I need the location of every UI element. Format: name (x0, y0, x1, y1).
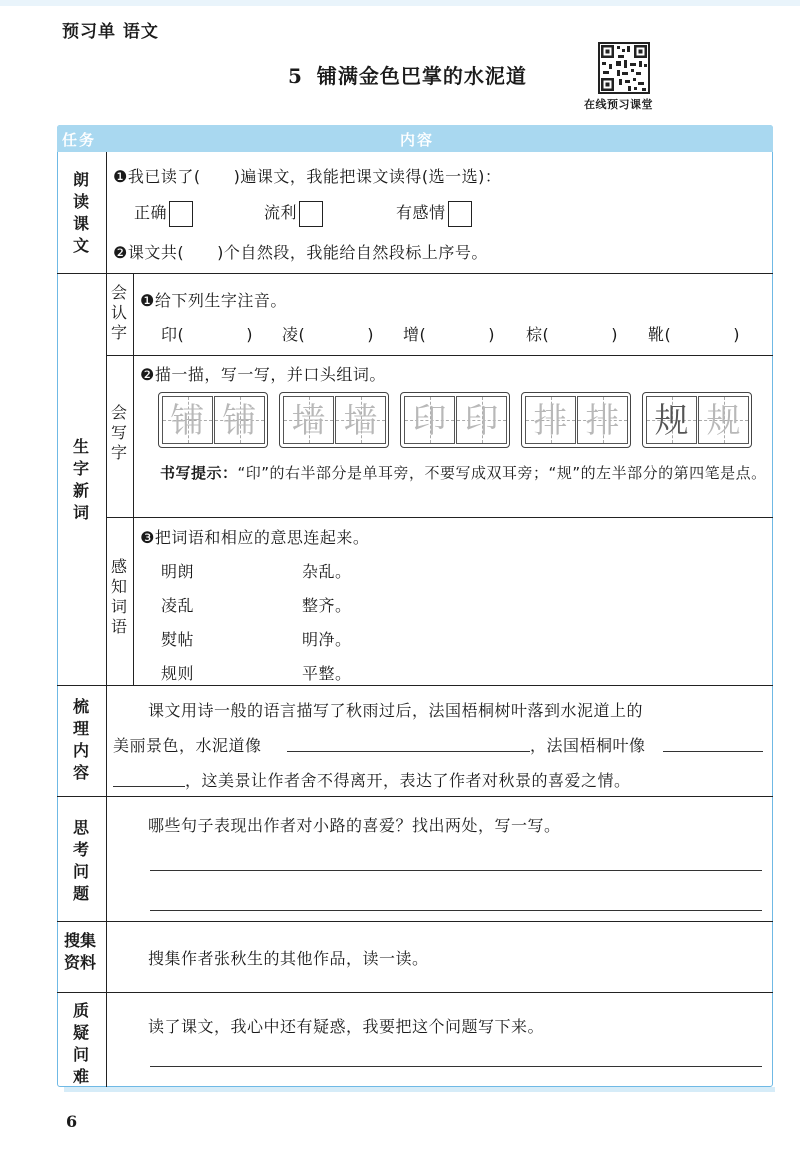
tip-title: 书写提示： (160, 464, 238, 482)
lesson-number: 5 (288, 64, 303, 88)
match-word-left[interactable]: 凌乱 (161, 596, 195, 615)
match-word-left[interactable]: 明朗 (161, 562, 195, 581)
table-shadow (64, 1087, 775, 1092)
write-instruction: ❷描一描，写一写，并口头组词。 (140, 365, 386, 384)
category-collect: 搜集资料 (63, 931, 96, 972)
row-divider (57, 921, 773, 922)
label-match: 感知词语 (110, 557, 127, 636)
fill-blank[interactable] (113, 786, 185, 787)
pinyin-item[interactable]: 棕( ) (526, 325, 618, 344)
writing-grid[interactable] (642, 392, 752, 448)
option-checkbox[interactable] (448, 201, 472, 227)
option-checkbox[interactable] (299, 201, 323, 227)
lesson-title (288, 60, 527, 89)
trace-char: 印 (464, 401, 499, 441)
pinyin-item[interactable]: 靴( ) (648, 325, 740, 344)
doubt-task: 读了课文，我心中还有疑惑，我要把这个问题写下来。 (148, 1017, 545, 1036)
answer-line[interactable] (150, 910, 762, 911)
writing-grid[interactable] (279, 392, 389, 448)
row-divider (57, 273, 773, 274)
fill-blank[interactable] (287, 751, 530, 752)
category-summary: 梳理内容 (72, 697, 89, 782)
trace-char: 规 (706, 401, 741, 441)
label-write: 会写字 (110, 403, 127, 462)
top-rule (0, 0, 800, 6)
summary-line-2a: 美丽景色，水泥道像 (113, 736, 262, 755)
collect-task: 搜集作者张秋生的其他作品，读一读。 (148, 949, 429, 968)
category-think: 思考问题 (72, 818, 89, 903)
label-recognize: 会认字 (110, 283, 127, 342)
option-fluent[interactable] (264, 200, 323, 227)
match-instruction: ❸把词语和相应的意思连起来。 (140, 528, 370, 547)
page-header: 预习单 语文 (62, 22, 159, 42)
trace-char: 规 (654, 401, 689, 441)
column-divider (106, 152, 107, 1087)
writing-grid[interactable] (400, 392, 510, 448)
option-checkbox[interactable] (169, 201, 193, 227)
row-divider (57, 685, 773, 686)
fill-blank[interactable] (663, 751, 763, 752)
category-doubt: 质疑问难 (72, 1001, 89, 1086)
writing-grid[interactable] (158, 392, 268, 448)
match-meaning-right[interactable]: 明净。 (302, 630, 352, 649)
match-meaning-right[interactable]: 整齐。 (302, 596, 352, 615)
page-number: 6 (66, 1112, 78, 1131)
trace-char: 排 (585, 401, 620, 441)
writing-tip (160, 458, 770, 489)
match-meaning-right[interactable]: 平整。 (302, 664, 352, 683)
trace-char: 排 (533, 401, 568, 441)
option-emotion[interactable] (396, 200, 472, 227)
pinyin-item[interactable]: 印( ) (161, 325, 253, 344)
trace-char: 铺 (222, 401, 257, 441)
trace-char: 铺 (170, 401, 205, 441)
reading-question-1: ❶我已读了( )遍课文，我能把课文读得(选一选)： (113, 167, 502, 186)
pinyin-item[interactable]: 增( ) (403, 325, 495, 344)
header-task: 任务 (62, 131, 97, 149)
answer-line[interactable] (150, 870, 762, 871)
trace-char: 墙 (291, 401, 326, 441)
category-words: 生字新词 (72, 437, 89, 522)
option-label: 有感情 (396, 203, 446, 222)
row-divider (57, 992, 773, 993)
summary-line-2b: ，法国梧桐叶像 (530, 736, 646, 755)
summary-line-1: 课文用诗一般的语言描写了秋雨过后，法国梧桐树叶落到水泥道上的 (148, 701, 644, 720)
option-label: 流利 (264, 203, 298, 222)
pinyin-item[interactable]: 凌( ) (282, 325, 374, 344)
row-divider (57, 796, 773, 797)
reading-question-2: ❷课文共( )个自然段，我能给自然段标上序号。 (113, 243, 488, 262)
trace-char: 印 (412, 401, 447, 441)
think-question: 哪些句子表现出作者对小路的喜爱？找出两处，写一写。 (148, 816, 561, 835)
subcolumn-divider (133, 273, 134, 685)
match-word-left[interactable]: 规则 (161, 664, 195, 683)
qr-code-icon[interactable] (598, 42, 650, 94)
header-content: 内容 (400, 131, 435, 149)
trace-char: 墙 (343, 401, 378, 441)
option-correct[interactable] (134, 200, 193, 227)
option-label: 正确 (134, 203, 168, 222)
subrow-divider (106, 517, 773, 518)
match-word-left[interactable]: 熨帖 (161, 630, 195, 649)
lesson-title-text: 铺满金色巴掌的水泥道 (316, 64, 527, 88)
summary-line-3: ，这美景让作者舍不得离开，表达了作者对秋景的喜爱之情。 (185, 771, 631, 790)
category-reading: 朗读课文 (72, 170, 89, 255)
writing-grid[interactable] (521, 392, 631, 448)
qr-label: 在线预习课堂 (584, 98, 653, 111)
match-meaning-right[interactable]: 杂乱。 (302, 562, 352, 581)
recognize-instruction: ❶给下列生字注音。 (140, 291, 287, 310)
tip-body: “印”的右半部分是单耳旁，不要写成双耳旁；“规”的左半部分的第四笔是点。 (237, 464, 767, 482)
subrow-divider (106, 355, 773, 356)
answer-line[interactable] (150, 1066, 762, 1067)
